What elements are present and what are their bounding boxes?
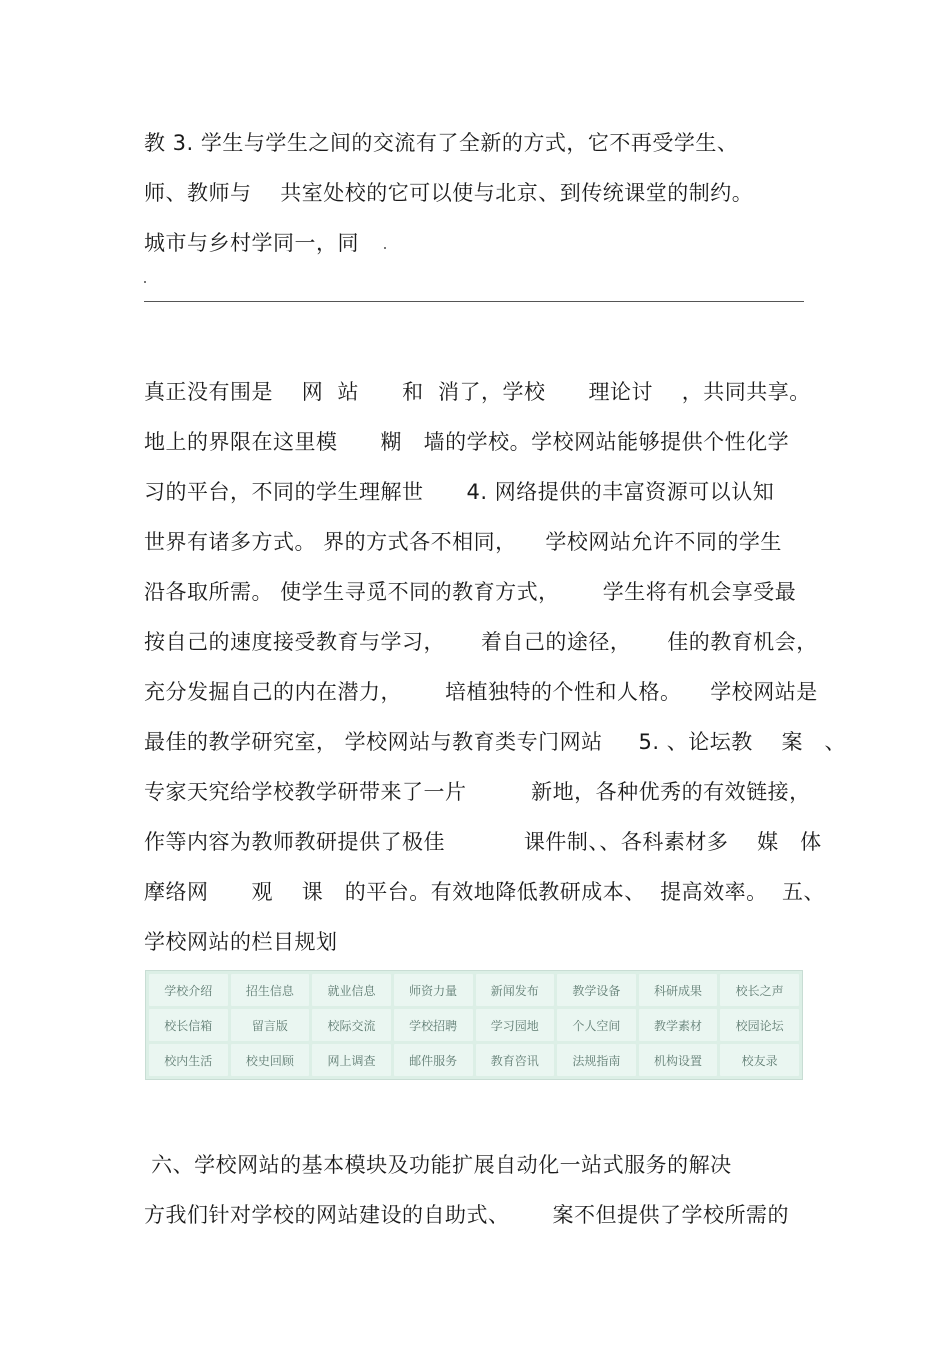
scan-speck [384,247,386,249]
menu-cell: 邮件服务 [394,1044,473,1076]
menu-cell: 就业信息 [312,974,391,1006]
menu-cell: 校长信箱 [149,1009,228,1041]
menu-cell: 科研成果 [639,974,718,1006]
text-line: 按自己的速度接受教育与学习， 着自己的途径， 佳的教育机会， [144,630,818,654]
text-line: 地上的界限在这里模 糊 墙的学校。学校网站能够提供个性化学 [144,430,790,454]
menu-cell: 网上调查 [312,1044,391,1076]
menu-cell: 新闻发布 [476,974,555,1006]
menu-cell: 学校介绍 [149,974,228,1006]
text-line: 世界有诸多方式。 界的方式各不相同， 学校网站允许不同的学生 [144,530,782,554]
text-line: 专家天究给学校教学研带来了一片 新地，各种优秀的有效链接， [144,780,811,804]
text-line: 习的平台，不同的学生理解世 4. 网络提供的丰富资源可以认知 [144,480,775,504]
section-heading: 六、学校网站的基本模块及功能扩展自动化一站式服务的解决 [144,1153,732,1177]
text-line: 摩络网 观 课 的平台。有效地降低教研成本、 提高效率。 五、 [144,880,825,904]
menu-cell: 教学素材 [639,1009,718,1041]
text-line: 学校网站的栏目规划 [144,930,338,954]
menu-cell: 个人空间 [557,1009,636,1041]
menu-cell: 教育咨讯 [476,1044,555,1076]
menu-cell: 校际交流 [312,1009,391,1041]
menu-cell: 师资力量 [394,974,473,1006]
menu-cell: 留言版 [231,1009,310,1041]
text-line: 充分发掘自己的内在潜力， 培植独特的个性和人格。 学校网站是 [144,680,818,704]
text-line: 方我们针对学校的网站建设的自助式、 案不但提供了学校所需的 [144,1203,790,1227]
menu-cell: 机构设置 [639,1044,718,1076]
text-line: 师、教师与 共室处校的它可以使与北京、到传统课堂的制约。 [144,181,754,205]
menu-cell: 法规指南 [557,1044,636,1076]
column-menu-grid [145,970,803,1080]
menu-cell: 校长之声 [720,974,799,1006]
menu-cell: 校友录 [720,1044,799,1076]
menu-cell: 学校招聘 [394,1009,473,1041]
menu-cell: 校史回顾 [231,1044,310,1076]
menu-cell: 教学设备 [557,974,636,1006]
text-line: 城市与乡村学同一，同 [144,231,359,255]
text-line: 真正没有围是 网 站 和 消了，学校 理论讨 ，共同共享。 [144,380,811,404]
text-line: 最佳的教学研究室， 学校网站与教育类专门网站 5. 、论坛教 案 、 [144,730,846,754]
menu-cell: 校园论坛 [720,1009,799,1041]
menu-cell: 招生信息 [231,974,310,1006]
scan-speck [144,281,146,283]
menu-cell: 校内生活 [149,1044,228,1076]
menu-cell: 学习园地 [476,1009,555,1041]
text-line: 作等内容为教师教研提供了极佳 课件制、、各科素材多 媒 体 [144,830,822,854]
text-line: 沿各取所需。 使学生寻觅不同的教育方式， 学生将有机会享受最 [144,580,797,604]
horizontal-rule [144,301,804,302]
text-line: 教 3. 学生与学生之间的交流有了全新的方式，它不再受学生、 [144,131,739,155]
